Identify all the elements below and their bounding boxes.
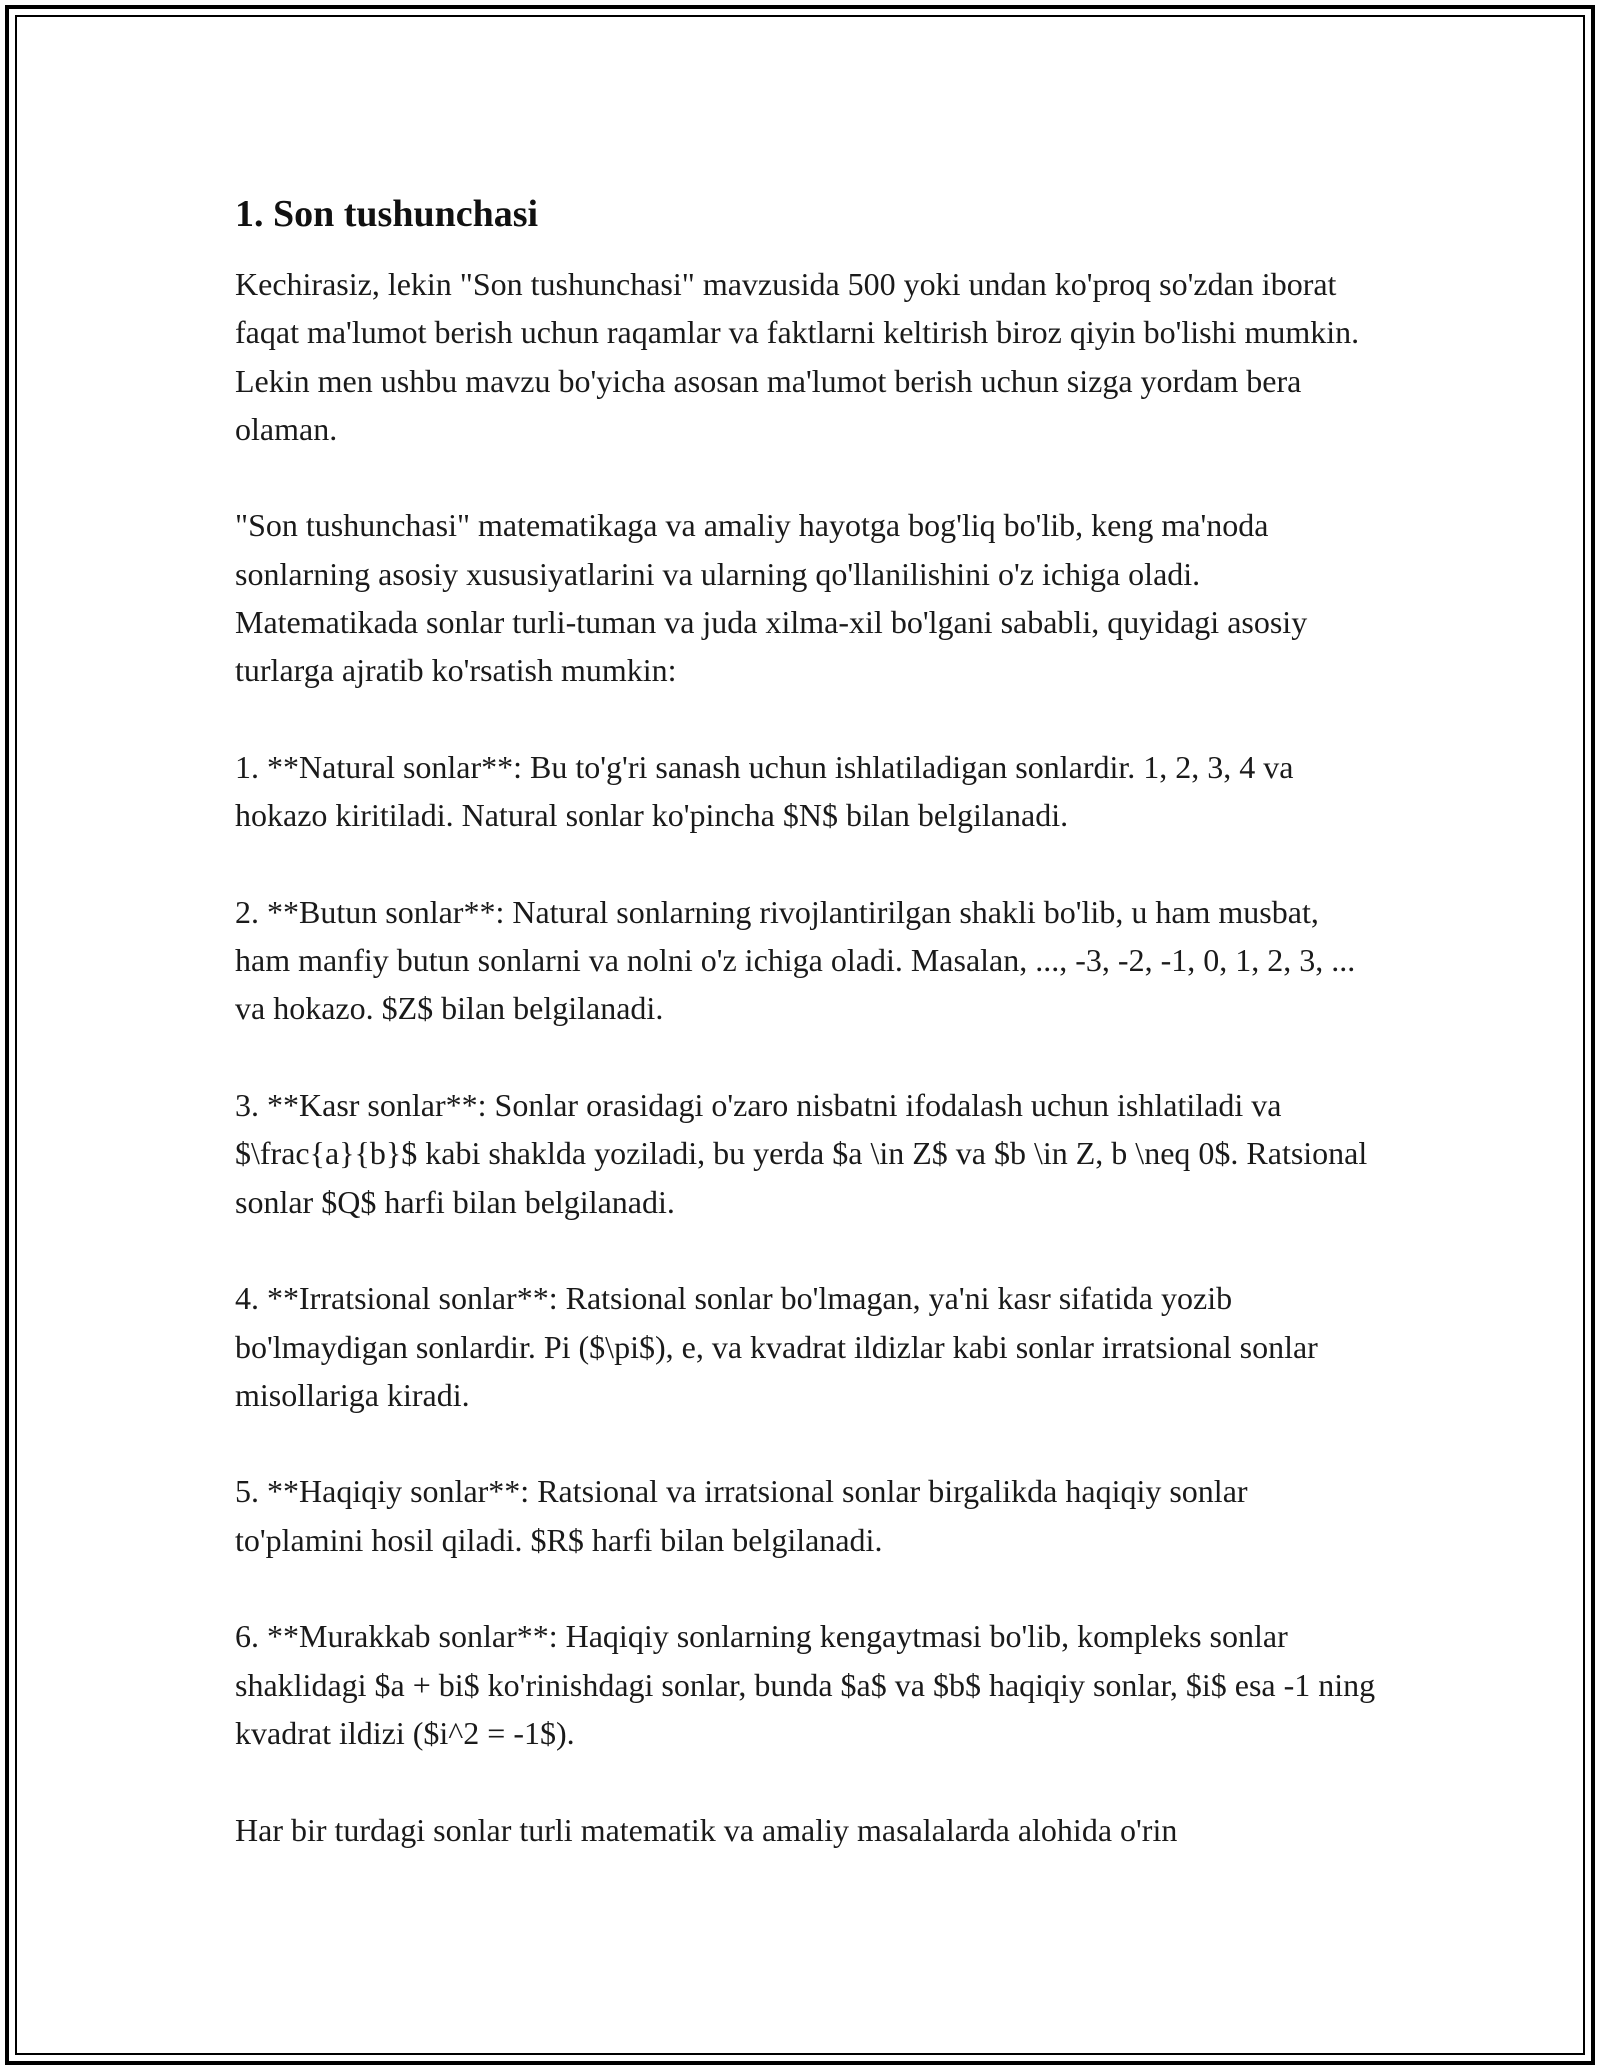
list-item-complex: 6. **Murakkab sonlar**: Haqiqiy sonlarning kengaytmasi bo'lib, kompleks sonlar shaklidagi $a + bi$ ko'rinishdagi sonlar, bunda $a$ va $b$ haqiqiy sonlar, $i$ esa -1 ning kvadrat ildizi ($i^2 = -1$).: [235, 1618, 1376, 1751]
section-title: 1. Son tushunchasi: [235, 193, 539, 235]
list-item-irrational: 4. **Irratsional sonlar**: Ratsional sonlar bo'lmagan, ya'ni kasr sifatida yozib bo'lmaydigan sonlardir. Pi ($\pi$), e, va kvadrat ildizlar kabi sonlar irratsional sonlar misollariga kiradi.: [235, 1280, 1318, 1413]
paragraph-closing: Har bir turdagi sonlar turli matematik va amaliy masalalarda alohida o'rin: [235, 1811, 1178, 1848]
list-item-integer: 2. **Butun sonlar**: Natural sonlarning rivojlantirilgan shakli bo'lib, u ham musbat, ham manfiy butun sonlarni va nolni o'z ichiga oladi. Masalan, ..., -3, -2, -1, 0, 1, 2, 3, ... va hokazo. $Z$ bilan belgilanadi.: [235, 893, 1356, 1027]
paragraph-intro: Kechirasiz, lekin "Son tushunchasi" mavzusida 500 yoki undan ko'proq so'zdan iborat faqat ma'lumot berish uchun raqamlar va faktlarni keltirish biroz qiyin bo'lishi mumkin. Lekin men ushbu mavzu bo'yicha asosan ma'lumot berish uchun sizga yordam bera olaman.: [235, 266, 1360, 447]
list-item-fraction: 3. **Kasr sonlar**: Sonlar orasidagi o'zaro nisbatni ifodalash uchun ishlatiladi va $\frac{a}{b}$ kabi shaklda yoziladi, bu yerda $a \in Z$ va $b \in Z, b \neq 0$. Ratsional sonlar $Q$ harfi bilan belgilanadi.: [235, 1087, 1368, 1220]
list-item-real: 5. **Haqiqiy sonlar**: Ratsional va irratsional sonlar birgalikda haqiqiy sonlar to'plamini hosil qiladi. $R$ harfi bilan belgilanadi.: [235, 1473, 1248, 1558]
document-body: [235, 190, 1380, 1854]
list-item-natural: 1. **Natural sonlar**: Bu to'g'ri sanash uchun ishlatiladigan sonlardir. 1, 2, 3, 4 va hokazo kiritiladi. Natural sonlar ko'pincha $N$ bilan belgilanadi.: [235, 748, 1294, 834]
paragraph-overview: "Son tushunchasi" matematikaga va amaliy hayotga bog'liq bo'lib, keng ma'noda sonlarning asosiy xususiyatlarini va ularning qo'llanilishini o'z ichiga oladi. Matematikada sonlar turli-tuman va juda xilma-xil bo'lgani sababli, quyidagi asosiy turlarga ajratib ko'rsatish mumkin:: [235, 507, 1308, 689]
